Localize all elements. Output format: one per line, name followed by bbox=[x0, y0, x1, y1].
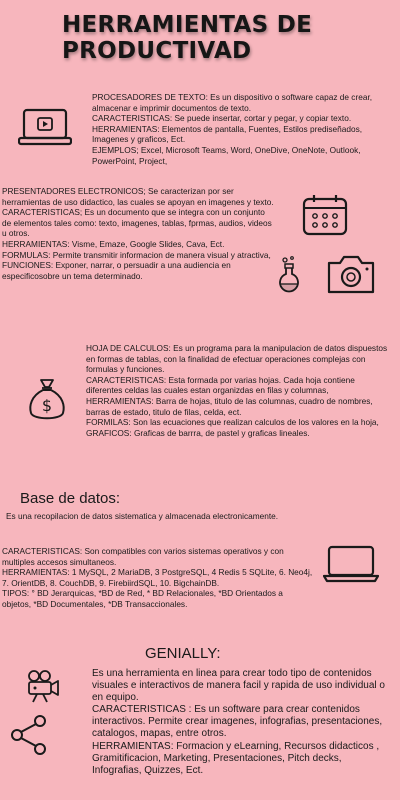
procesadores-caracteristicas: CARACTERISTICAS: Se puede insertar, cortar y pegar, y copiar texto. bbox=[92, 113, 352, 124]
presentadores-herramientas: HERRAMIENTAS: Visme, Emaze, Google Slides, Cava, Ect. bbox=[2, 238, 225, 249]
flask-icon bbox=[276, 256, 302, 296]
genially-caracteristicas: CARACTERISTICAS : Es un software para crear contenidos interactivos. Permite crear imagenes, infografias, presentaciones, catalogos, mapas, entre otros. bbox=[92, 704, 383, 740]
section-basedatos bbox=[2, 546, 314, 610]
genially-herramientas: HERRAMIENTAS: Formacion y eLearning, Recursos didacticos , Gramitificacion, Marketing, Presentaciones, Pitch decks, Infografias, Quizzes, Ect. bbox=[92, 740, 380, 776]
basedatos-heading: Base de datos: bbox=[20, 490, 121, 507]
svg-text:$: $ bbox=[41, 396, 53, 415]
hojas-caracteristicas: CARACTERISTICAS: Esta formada por varias hojas. Cada hoja contiene diferentes celdas las cuales estan organizdas en filas y columnas, bbox=[86, 374, 355, 396]
procesadores-herramientas: HERRAMIENTAS: Elementos de pantalla, Fuentes, Estilos prediseñados, Imagenes y graficos, Ect. bbox=[92, 123, 363, 145]
camera-icon bbox=[326, 253, 376, 295]
section-presentadores bbox=[2, 186, 274, 281]
genially-heading: GENIALLY: bbox=[145, 645, 221, 662]
laptop-icon bbox=[323, 545, 379, 583]
section-procesadores bbox=[92, 92, 392, 166]
page-title: HERRAMIENTAS DE PRODUCTIVAD bbox=[62, 12, 313, 64]
section-hojas-calculo bbox=[86, 343, 392, 438]
laptop-play-icon bbox=[18, 108, 72, 146]
basedatos-caracteristicas: CARACTERISTICAS: Son compatibles con varios sistemas operativos y con multiples accesos simultaneos. bbox=[2, 546, 284, 567]
hojas-graficos: GRAFICOS: Graficas de barrra, de pastel y graficas lineales. bbox=[86, 427, 310, 438]
video-camera-icon bbox=[25, 668, 61, 704]
hojas-herramientas: HERRAMIENTAS: Barra de hojas, titulo de las columnas, cuadro de nombres, barras de estado, titulo de filas, celda, ect. bbox=[86, 395, 373, 417]
basedatos-definition: Es una recopilacion de datos sistematica y almacenada electronicamente. bbox=[6, 511, 279, 521]
basedatos-herramientas: HERRAMIENTAS: 1 MySQL, 2 MariaDB, 3 PostgreSQL, 4 Redis 5 SQLite, 6. Neo4j, 7. OrientDB, 8. CouchDB, 9. FirebiirdSQL, 10. BigchainDB. bbox=[2, 567, 313, 588]
share-icon bbox=[10, 714, 48, 756]
presentadores-formulas: FORMULAS: Permite transmitir informacion de manera visual y atractiva, bbox=[2, 249, 271, 260]
presentadores-definition: PRESENTADORES ELECTRONICOS; Se caracterizan por ser herramientas de uso didactico, las cuales se apoyan en imagenes y texto. bbox=[2, 186, 274, 207]
procesadores-ejemplos: EJEMPLOS; Excel, Microsoft Teams, Word, OneDive, OneNote, Outlook, PowerPoint, Project, bbox=[92, 144, 361, 166]
genially-definition: Es una herramienta en linea para crear todo tipo de contenidos visuales e interactivos de manera facil y rapida de uso individual o en equipo. bbox=[92, 668, 385, 704]
procesadores-definition: PROCESADORES DE TEXTO: Es un dispositivo o software capaz de crear, almacenar e imprimir documentos de texto. bbox=[92, 92, 373, 113]
presentadores-caracteristicas: CARACTERISTICAS; Es un documento que se integra con un conjunto de elementos tales como: texto, imagenes, tablas, fprmas, audios, videos u otros. bbox=[2, 207, 272, 239]
presentadores-funciones: FUNCIONES: Exponer, narrar, o persuadir a una audiencia en especificosobre un tema determinado. bbox=[2, 260, 231, 281]
calendar-icon bbox=[302, 194, 348, 236]
section-genially bbox=[92, 668, 392, 777]
basedatos-tipos: TIPOS: ° BD Jerarquicas, *BD de Red, * BD Relacionales, *BD Orientados a objetos, *BD Documentales, *DB Transaccionales. bbox=[2, 588, 283, 609]
hojas-formulas: FORMILAS: Son las ecuaciones que realizan calculos de los valores en la hoja, bbox=[86, 417, 379, 428]
hojas-definition: HOJA DE CALCULOS: Es un programa para la manipulacion de datos dispuestos en formas de tablas, con la finalidad de efectuar operaciones complejas con formulas y funciones. bbox=[86, 343, 388, 375]
money-bag-icon bbox=[27, 378, 67, 422]
